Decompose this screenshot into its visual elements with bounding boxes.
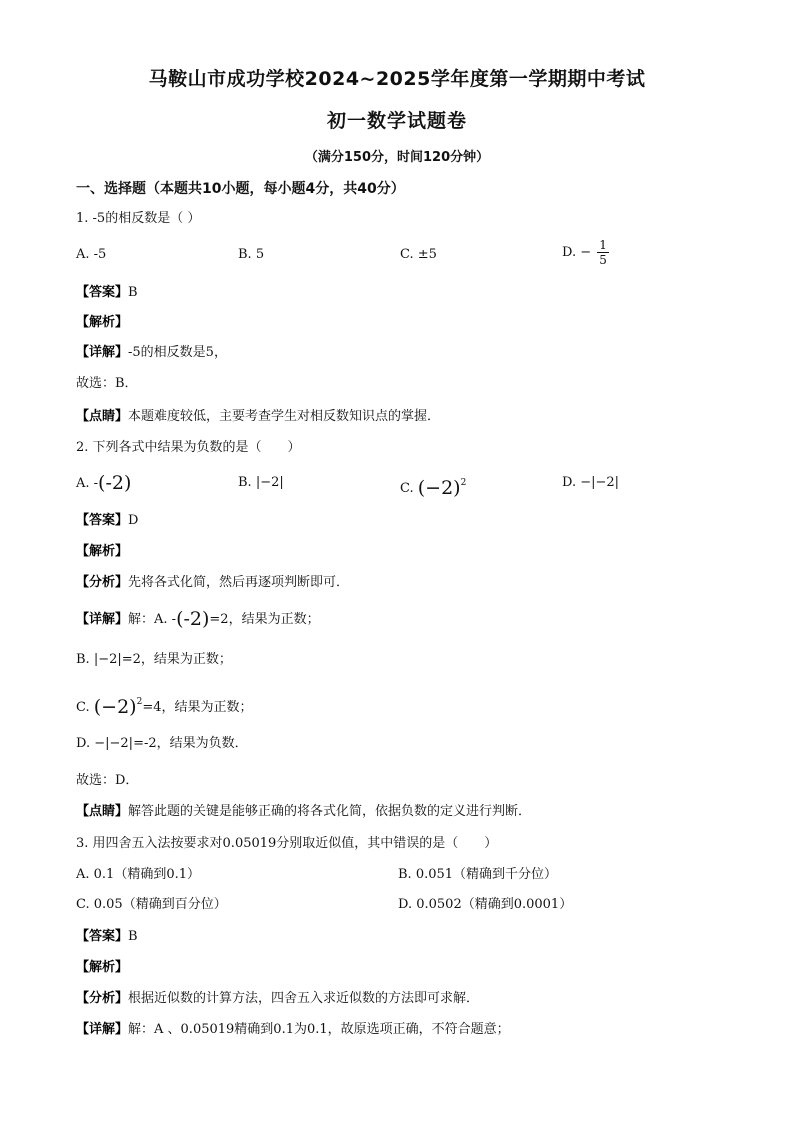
q3-answer (76, 928, 138, 946)
analysis-tag: 【解析】 (76, 960, 129, 975)
q3-detail (76, 1021, 510, 1039)
q3-option-d: D. 0.0502（精确到0.0001） (398, 897, 573, 912)
comment-tag: 【点睛】 (76, 409, 129, 424)
option-label: D. (76, 736, 95, 751)
math-expression: −|−2| (580, 475, 620, 490)
detail-tag: 【详解】 (76, 345, 129, 360)
answer-tag: 【答案】 (76, 513, 129, 528)
comment-tag: 【点睛】 (76, 804, 129, 819)
q3-option-b: B. 0.051（精确到千分位） (398, 867, 558, 882)
comment-text: 本题难度较低，主要考查学生对相反数知识点的掌握． (128, 409, 441, 424)
math-expression: (-2) (98, 472, 132, 494)
q2-detail-c (76, 693, 253, 717)
math-expression: (-2) (176, 608, 210, 630)
q3-option-a: A. 0.1（精确到0.1） (76, 867, 201, 882)
q2-option-b (238, 474, 284, 492)
exponent: 2 (460, 478, 467, 488)
answer-tag: 【答案】 (76, 929, 129, 944)
math-expression: (−2) (93, 696, 137, 718)
exam-title: 马鞍山市成功学校2024~2025学年度第一学期期中考试 (148, 68, 646, 90)
q1-option-c: C. ±5 (400, 247, 437, 262)
q2-detail-a (76, 610, 320, 629)
detail-tag: 【详解】 (76, 612, 129, 627)
analysis-tag: 【解析】 (76, 544, 129, 559)
option-label: B. (238, 475, 256, 490)
option-label: C. (400, 481, 418, 496)
exam-subtitle: 初一数学试题卷 (326, 110, 467, 132)
q3-option-c: C. 0.05（精确到百分位） (76, 897, 227, 912)
comment-text: 解答此题的关键是能够正确的将各式化简，依据负数的定义进行判断． (128, 804, 532, 819)
q2-answer (76, 512, 138, 530)
q2-detail-b (76, 651, 232, 669)
q1-option-d (562, 238, 609, 267)
q2-analyze (76, 574, 349, 592)
detail-prefix: 解：A. - (128, 612, 177, 627)
answer-value: B (128, 929, 138, 944)
q2-stem: 2. 下列各式中结果为负数的是（ ） (76, 440, 301, 455)
detail-result: =2，结果为正数； (209, 612, 320, 627)
answer-value: B (128, 285, 138, 300)
fraction-denominator: 5 (599, 253, 607, 267)
detail-result: =-2，结果为负数． (133, 736, 248, 751)
detail-tag: 【详解】 (76, 1022, 129, 1037)
detail-text: 解：A 、0.05019精确到0.1为0.1，故原选项正确，不符合题意； (128, 1022, 510, 1037)
detail-result: =2，结果为正数； (121, 652, 232, 667)
answer-tag: 【答案】 (76, 285, 129, 300)
q1-option-d-prefix: D. − (562, 245, 592, 260)
q3-analyze (76, 990, 479, 1008)
q2-option-c (400, 474, 466, 498)
q1-answer (76, 284, 138, 302)
q3-analysis-tag (76, 959, 128, 977)
q1-detail (76, 344, 227, 362)
analyze-text: 先将各式化简，然后再逐项判断即可． (128, 575, 350, 590)
fraction-numerator: 1 (599, 238, 607, 252)
option-label: C. (76, 700, 94, 715)
math-expression: (−2) (417, 477, 461, 499)
math-expression: −|−2| (94, 736, 134, 751)
answer-value: D (128, 513, 139, 528)
q2-option-d (562, 474, 619, 492)
analyze-tag: 【分析】 (76, 991, 129, 1006)
q1-choose: 故选：B． (76, 376, 138, 391)
q2-comment (76, 803, 531, 821)
q3-stem: 3. 用四舍五入法按要求对0.05019分别取近似值，其中错误的是（ ） (76, 836, 498, 851)
q2-analysis-tag (76, 543, 128, 561)
math-expression: |−2| (93, 652, 122, 667)
q1-option-b: B. 5 (238, 247, 265, 262)
q1-comment (76, 408, 440, 426)
analyze-tag: 【分析】 (76, 575, 129, 590)
fraction (597, 238, 609, 267)
section-heading: 一、选择题（本题共10小题，每小题4分，共40分） (76, 181, 405, 197)
q2-detail-d (76, 735, 248, 753)
q2-choose: 故选：D． (76, 773, 139, 788)
exam-info: （满分150分，时间120分钟） (304, 150, 490, 165)
q1-option-a: A. -5 (76, 247, 107, 262)
option-label: D. (562, 475, 581, 490)
analyze-text: 根据近似数的计算方法，四舍五入求近似数的方法即可求解． (128, 991, 480, 1006)
option-label: B. (76, 652, 94, 667)
q1-analysis-tag (76, 314, 128, 332)
q2-option-a (76, 474, 131, 493)
math-expression: |−2| (255, 475, 284, 490)
exponent: 2 (136, 697, 143, 707)
detail-result: =4，结果为正数； (142, 700, 253, 715)
detail-text: -5的相反数是5， (128, 345, 227, 360)
analysis-tag: 【解析】 (76, 315, 129, 330)
q1-stem: 1. -5的相反数是（ ） (76, 211, 201, 226)
option-label: A. - (76, 476, 99, 491)
